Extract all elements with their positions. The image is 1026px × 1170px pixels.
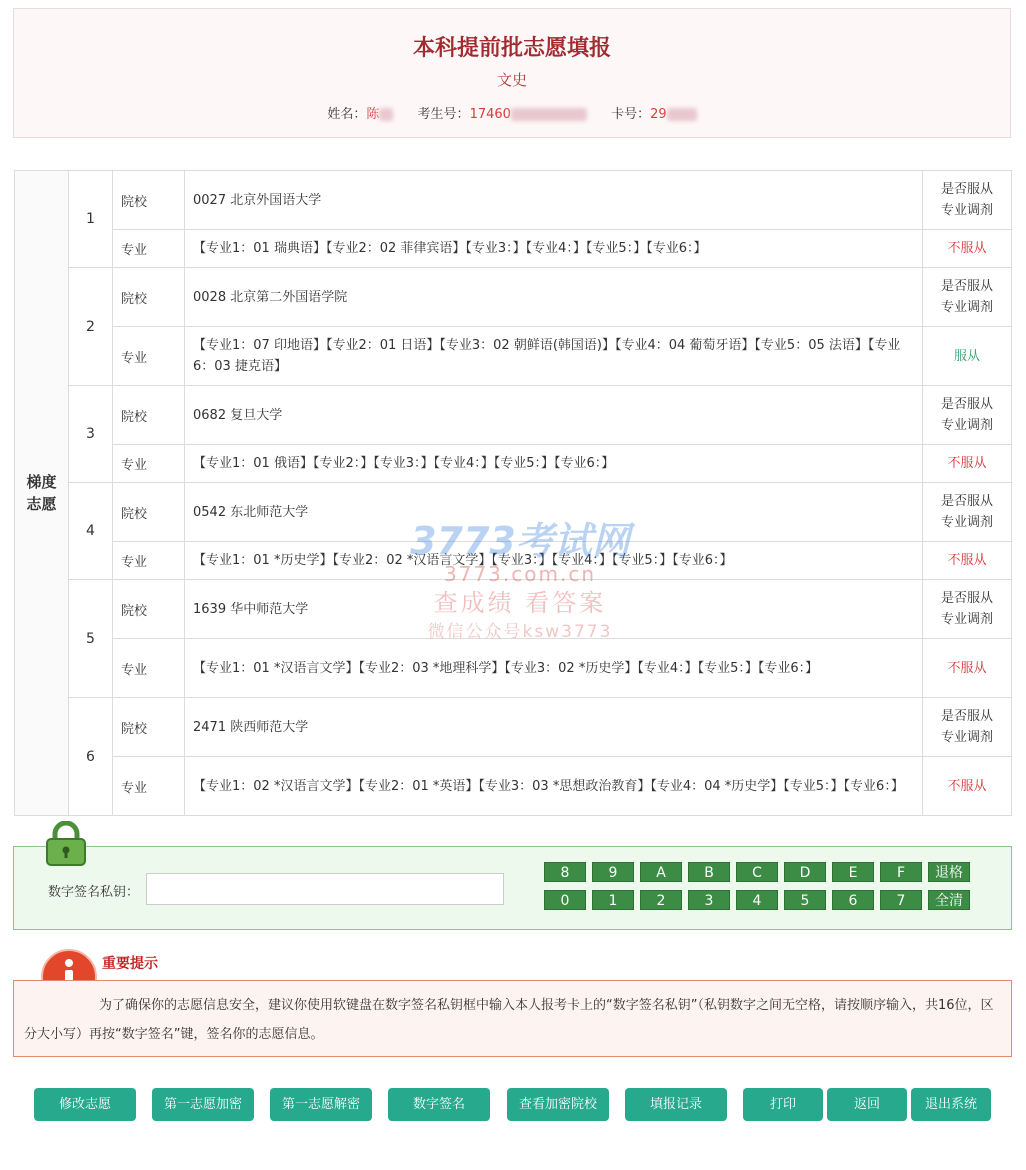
school-label: 院校	[113, 171, 185, 230]
major-label: 专业	[113, 757, 185, 816]
key-backspace[interactable]: 退格	[928, 862, 970, 882]
key-char[interactable]: C	[736, 862, 778, 882]
major-row	[15, 757, 1012, 816]
obey-question-line1: 是否服从	[940, 182, 993, 197]
school-row	[15, 483, 1012, 542]
key-char[interactable]: 2	[640, 890, 682, 910]
obey-question	[923, 386, 1012, 445]
obey-question-line2: 专业调剂	[940, 612, 993, 627]
notice-title: 重要提示	[102, 956, 158, 972]
major-label: 专业	[113, 230, 185, 268]
school-label: 院校	[113, 483, 185, 542]
school-row	[15, 580, 1012, 639]
obey-question-line2: 专业调剂	[940, 515, 993, 530]
choice-number: 6	[69, 698, 113, 816]
obey-question-line1: 是否服从	[940, 494, 993, 509]
key-clear[interactable]: 全清	[928, 890, 970, 910]
school-row	[15, 268, 1012, 327]
major-list: 【专业1：01 *历史学】【专业2：02 *汉语言文学】【专业3：】【专业4：】【专业5：】【专业6：】	[185, 542, 923, 580]
name-redaction	[379, 108, 393, 121]
obey-question-line2: 专业调剂	[940, 730, 993, 745]
choice-number: 1	[69, 171, 113, 268]
group-label-cell	[15, 171, 69, 816]
school-name: 0542 东北师范大学	[185, 483, 923, 542]
digital-sign-button[interactable]: 数字签名	[388, 1088, 490, 1121]
major-row	[15, 327, 1012, 386]
fill-records-button[interactable]: 填报记录	[625, 1088, 727, 1121]
obey-question-line1: 是否服从	[940, 279, 993, 294]
page-header	[13, 8, 1011, 138]
major-label: 专业	[113, 639, 185, 698]
obey-question-line1: 是否服从	[940, 591, 993, 606]
major-list: 【专业1：01 *汉语言文学】【专业2：03 *地理科学】【专业3：02 *历史学】【专业4：】【专业5：】【专业6：】	[185, 639, 923, 698]
obey-question-line1: 是否服从	[940, 709, 993, 724]
obey-question	[923, 483, 1012, 542]
candidate-exam-number	[418, 107, 592, 122]
exam-label: 考生号：	[417, 107, 470, 122]
obey-status: 不服从	[923, 445, 1012, 483]
watermark-brand: 3773考试网	[410, 519, 630, 563]
school-name: 1639 华中师范大学	[185, 580, 923, 639]
obey-status: 不服从	[923, 230, 1012, 268]
obey-question-line1: 是否服从	[940, 397, 993, 412]
school-name: 0028 北京第二外国语学院	[185, 268, 923, 327]
obey-question-line2: 专业调剂	[940, 203, 993, 218]
lock-icon	[44, 821, 88, 867]
card-redaction	[667, 108, 697, 121]
watermark-wechat: 微信公众号ksw3773	[427, 622, 613, 642]
major-row	[15, 542, 1012, 580]
group-label-line2: 志愿	[26, 495, 57, 513]
signature-keyboard-panel	[13, 846, 1012, 930]
obey-question	[923, 580, 1012, 639]
choice-number: 2	[69, 268, 113, 386]
exam-redaction	[511, 108, 587, 121]
key-char[interactable]: 3	[688, 890, 730, 910]
major-row	[15, 445, 1012, 483]
key-char[interactable]: B	[688, 862, 730, 882]
watermark-url: 3773.com.cn	[444, 562, 596, 586]
card-value: 29	[650, 107, 667, 122]
major-label: 专业	[113, 445, 185, 483]
candidate-card-number	[611, 107, 697, 122]
school-label: 院校	[113, 268, 185, 327]
candidate-name	[327, 107, 397, 122]
key-char[interactable]: 1	[592, 890, 634, 910]
print-button[interactable]: 打印	[743, 1088, 823, 1121]
page-title: 本科提前批志愿填报	[412, 36, 611, 61]
major-list: 【专业1：01 俄语】【专业2：】【专业3：】【专业4：】【专业5：】【专业6：】	[185, 445, 923, 483]
key-char[interactable]: 6	[832, 890, 874, 910]
choices-table	[14, 170, 1012, 816]
back-button[interactable]: 返回	[827, 1088, 907, 1121]
obey-status: 服从	[923, 327, 1012, 386]
encrypt-first-choice-button[interactable]: 第一志愿加密	[152, 1088, 254, 1121]
major-list: 【专业1：07 印地语】【专业2：01 日语】【专业3：02 朝鲜语(韩国语)】【专业4：04 葡萄牙语】【专业5：05 法语】【专业6：03 捷克语】	[185, 327, 923, 386]
choice-number: 4	[69, 483, 113, 580]
card-label: 卡号：	[611, 107, 651, 122]
candidate-info	[14, 103, 1010, 122]
school-name: 0682 复旦大学	[185, 386, 923, 445]
key-char[interactable]: D	[784, 862, 826, 882]
logout-button[interactable]: 退出系统	[911, 1088, 991, 1121]
obey-question	[923, 171, 1012, 230]
exam-value: 17460	[469, 107, 511, 122]
key-char[interactable]: 5	[784, 890, 826, 910]
key-char[interactable]: A	[640, 862, 682, 882]
watermark-slogan: 查成绩 看答案	[433, 589, 607, 617]
key-char[interactable]: E	[832, 862, 874, 882]
page-subtitle: 文史	[496, 71, 527, 89]
view-encrypted-schools-button[interactable]: 查看加密院校	[507, 1088, 609, 1121]
major-row	[15, 639, 1012, 698]
obey-question	[923, 268, 1012, 327]
notice-box	[13, 980, 1012, 1057]
name-label: 姓名：	[327, 107, 367, 122]
school-name: 2471 陕西师范大学	[185, 698, 923, 757]
key-char[interactable]: 8	[544, 862, 586, 882]
edit-choices-button[interactable]: 修改志愿	[34, 1088, 136, 1121]
major-row	[15, 230, 1012, 268]
school-name: 0027 北京外国语大学	[185, 171, 923, 230]
major-list: 【专业1：02 *汉语言文学】【专业2：01 *英语】【专业3：03 *思想政治教育】【专业4：04 *历史学】【专业5：】【专业6：】	[185, 757, 923, 816]
school-label: 院校	[113, 698, 185, 757]
key-char[interactable]: F	[880, 862, 922, 882]
notice-text: 为了确保你的志愿信息安全，建议你使用软键盘在数字签名私钥框中输入本人报考卡上的“数字签名私钥”（私钥数字之间无空格，请按顺序输入，共16位，区分大小写）再按“数字签名”键，签名你的志愿信息。	[24, 998, 994, 1042]
school-row	[15, 171, 1012, 230]
signature-key-input[interactable]	[146, 873, 504, 905]
obey-question-line2: 专业调剂	[940, 418, 993, 433]
obey-status: 不服从	[923, 757, 1012, 816]
obey-status: 不服从	[923, 542, 1012, 580]
major-label: 专业	[113, 542, 185, 580]
school-row	[15, 386, 1012, 445]
choice-number: 3	[69, 386, 113, 483]
school-label: 院校	[113, 580, 185, 639]
obey-status: 不服从	[923, 639, 1012, 698]
group-label-line1: 梯度	[26, 473, 57, 491]
obey-question	[923, 698, 1012, 757]
obey-question-line2: 专业调剂	[940, 300, 993, 315]
choice-number: 5	[69, 580, 113, 698]
key-char[interactable]: 7	[880, 890, 922, 910]
key-char[interactable]: 9	[592, 862, 634, 882]
key-char[interactable]: 4	[736, 890, 778, 910]
school-row	[15, 698, 1012, 757]
signature-key-label: 数字签名私钥：	[48, 885, 140, 900]
decrypt-first-choice-button[interactable]: 第一志愿解密	[270, 1088, 372, 1121]
key-char[interactable]: 0	[544, 890, 586, 910]
name-value: 陈	[366, 107, 380, 122]
school-label: 院校	[113, 386, 185, 445]
major-list: 【专业1：01 瑞典语】【专业2：02 菲律宾语】【专业3：】【专业4：】【专业5：】【专业6：】	[185, 230, 923, 268]
major-label: 专业	[113, 327, 185, 386]
